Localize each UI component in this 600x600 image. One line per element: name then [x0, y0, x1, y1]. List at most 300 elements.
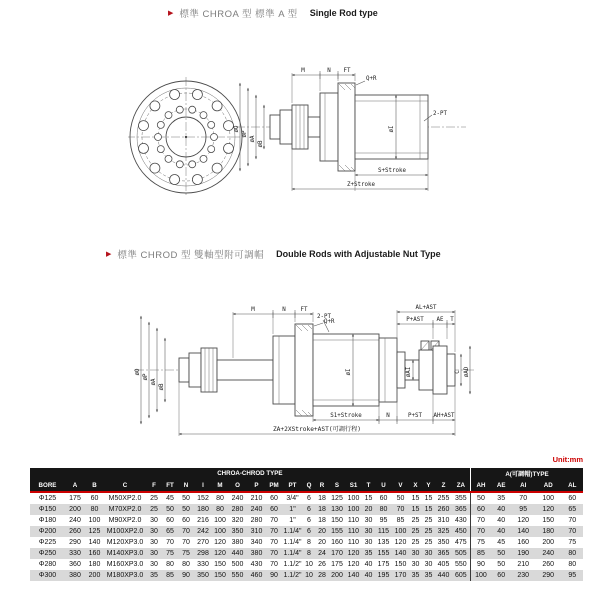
- table-cell: 90: [182, 572, 190, 579]
- table-cell: 242: [197, 528, 209, 535]
- table-cell: M140XP3.0: [106, 550, 144, 557]
- table-cell: 6: [307, 495, 311, 502]
- bolt-hole: [189, 161, 196, 168]
- column-header-ah: AH: [470, 479, 491, 492]
- table-cell: 320: [231, 517, 244, 524]
- table-cell: M160XP3.0: [106, 561, 144, 568]
- bolt-hole: [212, 163, 222, 173]
- column-header-ai: AI: [511, 479, 535, 492]
- column-header-pm: PM: [266, 479, 282, 492]
- table-cell: 270: [197, 539, 209, 546]
- table-cell: 35: [364, 550, 373, 557]
- dim-label: 2-PT: [317, 314, 331, 320]
- table-cell: 175: [69, 495, 81, 502]
- table-row: [30, 504, 583, 515]
- bolt-hole: [150, 101, 160, 111]
- column-header-i: I: [194, 479, 212, 492]
- table-cell: 40: [497, 517, 506, 524]
- bolt-hole: [165, 155, 172, 162]
- table-cell: 60: [270, 506, 278, 513]
- bolt-hole: [224, 143, 234, 153]
- table-cell: 65: [166, 528, 174, 535]
- bolt-hole: [200, 155, 207, 162]
- table-cell: 100: [347, 506, 360, 513]
- table-cell: 365: [437, 550, 450, 557]
- table-cell: 60: [379, 495, 388, 502]
- table-cell: 50: [497, 561, 506, 568]
- dim-label: T: [450, 317, 454, 323]
- table-cell: 1": [289, 506, 296, 513]
- table-cell: 500: [231, 561, 244, 568]
- table-cell: 30: [411, 550, 420, 557]
- table-cell: 70: [396, 506, 405, 513]
- dim-label: øB: [258, 140, 264, 148]
- table-cell: 90: [470, 559, 491, 570]
- dim-label: ZA+2XStroke+AST(可調行程): [272, 426, 362, 433]
- table-cell: 380: [250, 550, 263, 557]
- table-cell: 550: [231, 572, 244, 579]
- bolt-hole: [208, 146, 215, 153]
- table-cell: 330: [197, 561, 209, 568]
- column-header-bore: BORE: [30, 479, 65, 492]
- table-cell: 280: [231, 506, 244, 513]
- bolt-hole: [155, 134, 162, 141]
- table-cell: 135: [377, 539, 390, 546]
- table-cell: 365: [455, 506, 467, 513]
- table-cell: 298: [197, 550, 209, 557]
- table-cell: 605: [455, 572, 467, 579]
- table-cell: 325: [437, 528, 450, 535]
- table-cell: 95: [519, 506, 528, 513]
- section1-title-en: Single Rod type: [309, 8, 378, 18]
- table-cell: 180: [197, 506, 209, 513]
- table-cell: 340: [250, 539, 263, 546]
- table-cell: 30: [150, 550, 158, 557]
- table-cell: 70: [270, 539, 278, 546]
- bore-cell: Φ150: [38, 506, 57, 513]
- bolt-hole: [224, 121, 234, 131]
- column-header-m: M: [212, 479, 228, 492]
- table-cell: 475: [455, 539, 467, 546]
- table-cell: 50: [497, 550, 506, 557]
- table-cell: M90XP2.0: [108, 517, 142, 524]
- dim-label: Q+R: [324, 319, 335, 325]
- table-cell: 35: [411, 572, 420, 579]
- column-header-c: C: [104, 479, 146, 492]
- dim-label: N: [327, 68, 331, 74]
- column-header-b: B: [85, 479, 104, 492]
- table-cell: 18: [318, 506, 326, 513]
- table-cell: 70: [470, 515, 491, 526]
- table-cell: 50: [396, 495, 405, 502]
- column-header-f: F: [146, 479, 162, 492]
- table-cell: 100: [394, 528, 407, 535]
- table-cell: 260: [69, 528, 81, 535]
- dim-label: P+ST: [408, 413, 422, 419]
- dim-label: AH+AST: [433, 413, 455, 419]
- table-cell: 60: [270, 495, 278, 502]
- table-cell: 120: [542, 506, 555, 513]
- table-cell: 152: [197, 495, 209, 502]
- table-cell: 75: [470, 537, 491, 548]
- table-cell: 60: [497, 572, 506, 579]
- dim-label: FT: [343, 68, 351, 74]
- bore-cell: Φ250: [38, 550, 57, 557]
- table-cell: 350: [231, 528, 244, 535]
- table-cell: 140: [394, 550, 407, 557]
- dim-label: øA: [151, 378, 157, 386]
- table-cell: 380: [231, 539, 244, 546]
- column-header-n: N: [178, 479, 194, 492]
- table-cell: 25: [411, 539, 420, 546]
- single-rod-section-view: [234, 68, 466, 191]
- bolt-hole: [170, 90, 180, 100]
- table-cell: 26: [318, 561, 326, 568]
- table-cell: 20: [318, 528, 326, 535]
- table-cell: 210: [250, 495, 263, 502]
- bolt-hole: [211, 134, 218, 141]
- table-cell: 350: [437, 539, 450, 546]
- table-cell: 90: [270, 572, 278, 579]
- double-rod-diagram: [133, 296, 477, 450]
- table-cell: 100: [214, 517, 226, 524]
- dim-label: FT: [300, 307, 308, 313]
- table-cell: 20: [318, 539, 326, 546]
- table-cell: 95: [379, 517, 388, 524]
- bolt-hole: [139, 143, 149, 153]
- bolt-hole: [200, 112, 207, 119]
- column-header-ae: AE: [491, 479, 511, 492]
- table-cell: 35: [424, 572, 433, 579]
- table-cell: 80: [568, 550, 577, 557]
- table-cell: 70: [270, 561, 278, 568]
- table-cell: 25: [150, 506, 158, 513]
- table-cell: 50: [182, 506, 190, 513]
- table-cell: 18: [318, 517, 326, 524]
- table-cell: 450: [455, 528, 467, 535]
- dim-label: AL+AST: [415, 305, 437, 311]
- dim-label: øO: [234, 125, 240, 133]
- bolt-hole: [192, 175, 202, 185]
- table-row: [30, 548, 583, 559]
- unit-label: Unit:mm: [552, 455, 583, 464]
- bolt-hole: [192, 90, 202, 100]
- bolt-hole: [189, 106, 196, 113]
- bolt-hole: [212, 101, 222, 111]
- section2-title: [106, 247, 441, 261]
- section2-title-en: Double Rods with Adjustable Nut Type: [276, 249, 441, 259]
- table-cell: 290: [69, 539, 81, 546]
- dim-label: øAD: [464, 366, 470, 378]
- dim-label: S+Stroke: [378, 168, 406, 174]
- dim-label: øB: [159, 383, 165, 391]
- dim-label: AE: [436, 317, 444, 323]
- table-cell: 1.1/2": [283, 572, 302, 579]
- table-cell: 15: [411, 495, 420, 502]
- table-cell: 260: [542, 561, 555, 568]
- table-cell: 50: [166, 506, 174, 513]
- single-rod-diagram: [128, 55, 472, 217]
- table-cell: 1.1/4": [283, 539, 302, 546]
- column-header-v: V: [392, 479, 409, 492]
- dim-label: øAI: [406, 366, 412, 378]
- column-header-ft: FT: [162, 479, 178, 492]
- table-cell: 100: [88, 517, 101, 524]
- table-cell: 50: [182, 495, 190, 502]
- table-cell: 240: [542, 550, 555, 557]
- table-cell: 60: [90, 495, 99, 502]
- table-cell: 240: [250, 506, 263, 513]
- table-row: [30, 515, 583, 526]
- bolt-hole: [150, 163, 160, 173]
- table-cell: 130: [331, 506, 343, 513]
- table-cell: 380: [69, 572, 81, 579]
- table-cell: 120: [394, 539, 407, 546]
- table-cell: 18: [318, 495, 326, 502]
- table-cell: 1": [289, 517, 296, 524]
- table-cell: 100: [542, 495, 555, 502]
- dim-label: Z+Stroke: [347, 182, 375, 188]
- table-cell: 8: [307, 539, 311, 546]
- table-cell: 175: [331, 561, 343, 568]
- table-cell: 180: [542, 528, 555, 535]
- table-cell: 195: [377, 572, 390, 579]
- table-cell: 255: [437, 495, 450, 502]
- column-header-pt: PT: [282, 479, 303, 492]
- column-header-za: ZA: [452, 479, 470, 492]
- table-cell: 170: [331, 550, 343, 557]
- dim-label: øO: [135, 368, 141, 376]
- table-cell: 140: [517, 528, 530, 535]
- table-cell: 405: [437, 561, 450, 568]
- table-cell: 25: [424, 517, 433, 524]
- table-cell: 120: [517, 517, 530, 524]
- table-cell: 85: [470, 548, 491, 559]
- red-triangle-icon: ▶: [168, 9, 174, 17]
- table-cell: 155: [377, 550, 390, 557]
- table-row: [30, 526, 583, 537]
- table-cell: 30: [424, 550, 433, 557]
- bore-cell: Φ125: [38, 495, 57, 502]
- table-cell: 125: [331, 495, 343, 502]
- table-cell: 550: [455, 561, 467, 568]
- table-cell: 200: [331, 572, 343, 579]
- table-cell: 160: [517, 539, 530, 546]
- spec-table-head: [30, 468, 583, 492]
- table-cell: 25: [411, 528, 420, 535]
- dim-label: M: [301, 68, 305, 74]
- table-cell: 40: [497, 528, 506, 535]
- table-cell: 30: [424, 561, 433, 568]
- table-cell: 20: [364, 506, 373, 513]
- table-cell: 10: [305, 561, 313, 568]
- table-cell: 360: [69, 561, 81, 568]
- bolt-hole: [208, 121, 215, 128]
- table-cell: 60: [568, 495, 577, 502]
- column-header-y: Y: [422, 479, 435, 492]
- double-rod-section-view: [135, 305, 475, 436]
- bolt-hole: [157, 146, 164, 153]
- table-cell: 40: [497, 506, 506, 513]
- table-cell: 35: [150, 572, 158, 579]
- table-cell: 70: [568, 517, 577, 524]
- table-cell: 80: [216, 495, 224, 502]
- table-cell: 460: [250, 572, 263, 579]
- bore-cell: Φ280: [38, 561, 57, 568]
- table-cell: 430: [455, 517, 467, 524]
- table-row: [30, 492, 583, 504]
- section1-title: [168, 6, 378, 20]
- dim-label: N: [386, 413, 390, 419]
- section2-title-zh: 標準 CHROD 型 雙軸型附可調帽: [117, 250, 265, 261]
- table-cell: 440: [231, 550, 244, 557]
- table-cell: 80: [182, 561, 190, 568]
- table-cell: 150: [394, 561, 407, 568]
- dim-label: øP: [143, 373, 149, 381]
- table-cell: 230: [517, 572, 530, 579]
- table-cell: 170: [394, 572, 407, 579]
- table-cell: 1.1/4": [283, 550, 302, 557]
- table-cell: 80: [216, 506, 224, 513]
- table-cell: 210: [517, 561, 530, 568]
- table-cell: 110: [347, 517, 360, 524]
- red-triangle-icon: ▶: [106, 250, 112, 258]
- table-cell: M50XP2.0: [108, 495, 142, 502]
- table-row: [30, 570, 583, 581]
- table-cell: M100XP2.0: [106, 528, 144, 535]
- table-cell: 150: [542, 517, 555, 524]
- table-cell: 10: [305, 572, 313, 579]
- table-cell: 80: [166, 561, 174, 568]
- table-cell: 310: [250, 528, 263, 535]
- table-cell: 160: [88, 550, 101, 557]
- table-cell: M120XP3.0: [106, 539, 144, 546]
- flange-front-view: [128, 77, 246, 197]
- table-cell: 85: [396, 517, 405, 524]
- table-cell: 120: [347, 550, 360, 557]
- table-cell: 70: [270, 517, 278, 524]
- table-cell: 28: [318, 572, 326, 579]
- table-cell: 175: [377, 561, 390, 568]
- table-cell: 125: [88, 528, 101, 535]
- table-cell: 80: [568, 561, 577, 568]
- table-cell: 1.1/4": [283, 528, 302, 535]
- table-cell: 50: [470, 492, 491, 504]
- bolt-hole: [165, 112, 172, 119]
- dim-label: N: [282, 307, 286, 313]
- table-cell: 70: [182, 539, 190, 546]
- dim-label: 2-PT: [433, 111, 447, 117]
- table-group-header-adjustable: A(可調帽)TYPE: [470, 468, 583, 479]
- column-header-o: O: [228, 479, 247, 492]
- bolt-hole: [176, 161, 183, 168]
- table-cell: 200: [69, 506, 81, 513]
- table-cell: 60: [166, 517, 174, 524]
- dim-label: Q+R: [366, 76, 377, 82]
- column-header-s1: S1: [345, 479, 362, 492]
- table-cell: 25: [424, 539, 433, 546]
- column-header-q: Q: [303, 479, 315, 492]
- table-cell: 440: [437, 572, 450, 579]
- table-cell: 30: [411, 561, 420, 568]
- dim-label: øP: [242, 130, 248, 138]
- table-cell: 30: [364, 539, 373, 546]
- table-cell: 120: [214, 539, 226, 546]
- column-header-ad: AD: [535, 479, 561, 492]
- table-cell: 30: [150, 517, 158, 524]
- table-cell: 60: [470, 504, 491, 515]
- table-row: [30, 537, 583, 548]
- table-cell: 140: [347, 572, 360, 579]
- bore-cell: Φ300: [38, 572, 57, 579]
- spec-table-body: [30, 492, 583, 581]
- bore-cell: Φ180: [38, 517, 57, 524]
- dim-label: P+AST: [406, 317, 424, 323]
- table-cell: 70: [166, 539, 174, 546]
- table-cell: 330: [69, 550, 81, 557]
- table-cell: 150: [331, 517, 343, 524]
- dim-label: øI: [389, 125, 395, 133]
- table-cell: 100: [347, 495, 360, 502]
- bolt-hole: [139, 121, 149, 131]
- table-cell: 290: [542, 572, 555, 579]
- table-cell: 190: [517, 550, 530, 557]
- dim-label: øI: [346, 368, 352, 376]
- table-cell: 30: [364, 517, 373, 524]
- table-cell: 350: [197, 572, 209, 579]
- spec-table: [30, 468, 583, 581]
- table-cell: 15: [364, 495, 373, 502]
- dim-label: M: [251, 307, 255, 313]
- table-cell: 240: [69, 517, 81, 524]
- table-cell: 30: [150, 528, 158, 535]
- column-header-p: P: [247, 479, 266, 492]
- table-cell: 260: [437, 506, 450, 513]
- table-cell: 100: [470, 570, 491, 581]
- table-cell: 240: [231, 495, 244, 502]
- table-cell: 150: [214, 561, 226, 568]
- table-cell: 80: [90, 506, 99, 513]
- column-header-u: U: [375, 479, 392, 492]
- table-cell: 70: [568, 528, 577, 535]
- column-header-al: AL: [561, 479, 583, 492]
- table-cell: 15: [411, 506, 420, 513]
- table-cell: 180: [88, 561, 101, 568]
- table-cell: 3/4": [286, 495, 299, 502]
- table-cell: 35: [497, 495, 506, 502]
- table-cell: 75: [568, 539, 577, 546]
- table-cell: 70: [470, 526, 491, 537]
- table-cell: 70: [270, 550, 278, 557]
- dim-label: øA: [250, 135, 256, 143]
- table-cell: 120: [214, 550, 226, 557]
- table-cell: 120: [347, 561, 360, 568]
- table-cell: 25: [424, 528, 433, 535]
- table-cell: 30: [150, 561, 158, 568]
- bolt-hole: [176, 106, 183, 113]
- column-header-s: S: [329, 479, 345, 492]
- table-cell: 280: [250, 517, 263, 524]
- column-header-a: A: [65, 479, 85, 492]
- table-cell: 310: [437, 517, 450, 524]
- table-group-header-main: CHROA-CHROD TYPE: [30, 468, 470, 479]
- table-cell: M70XP2.0: [108, 506, 142, 513]
- column-header-x: X: [409, 479, 422, 492]
- table-cell: 115: [377, 528, 390, 535]
- table-cell: 6: [307, 506, 311, 513]
- column-header-t: T: [362, 479, 375, 492]
- table-cell: 155: [331, 528, 343, 535]
